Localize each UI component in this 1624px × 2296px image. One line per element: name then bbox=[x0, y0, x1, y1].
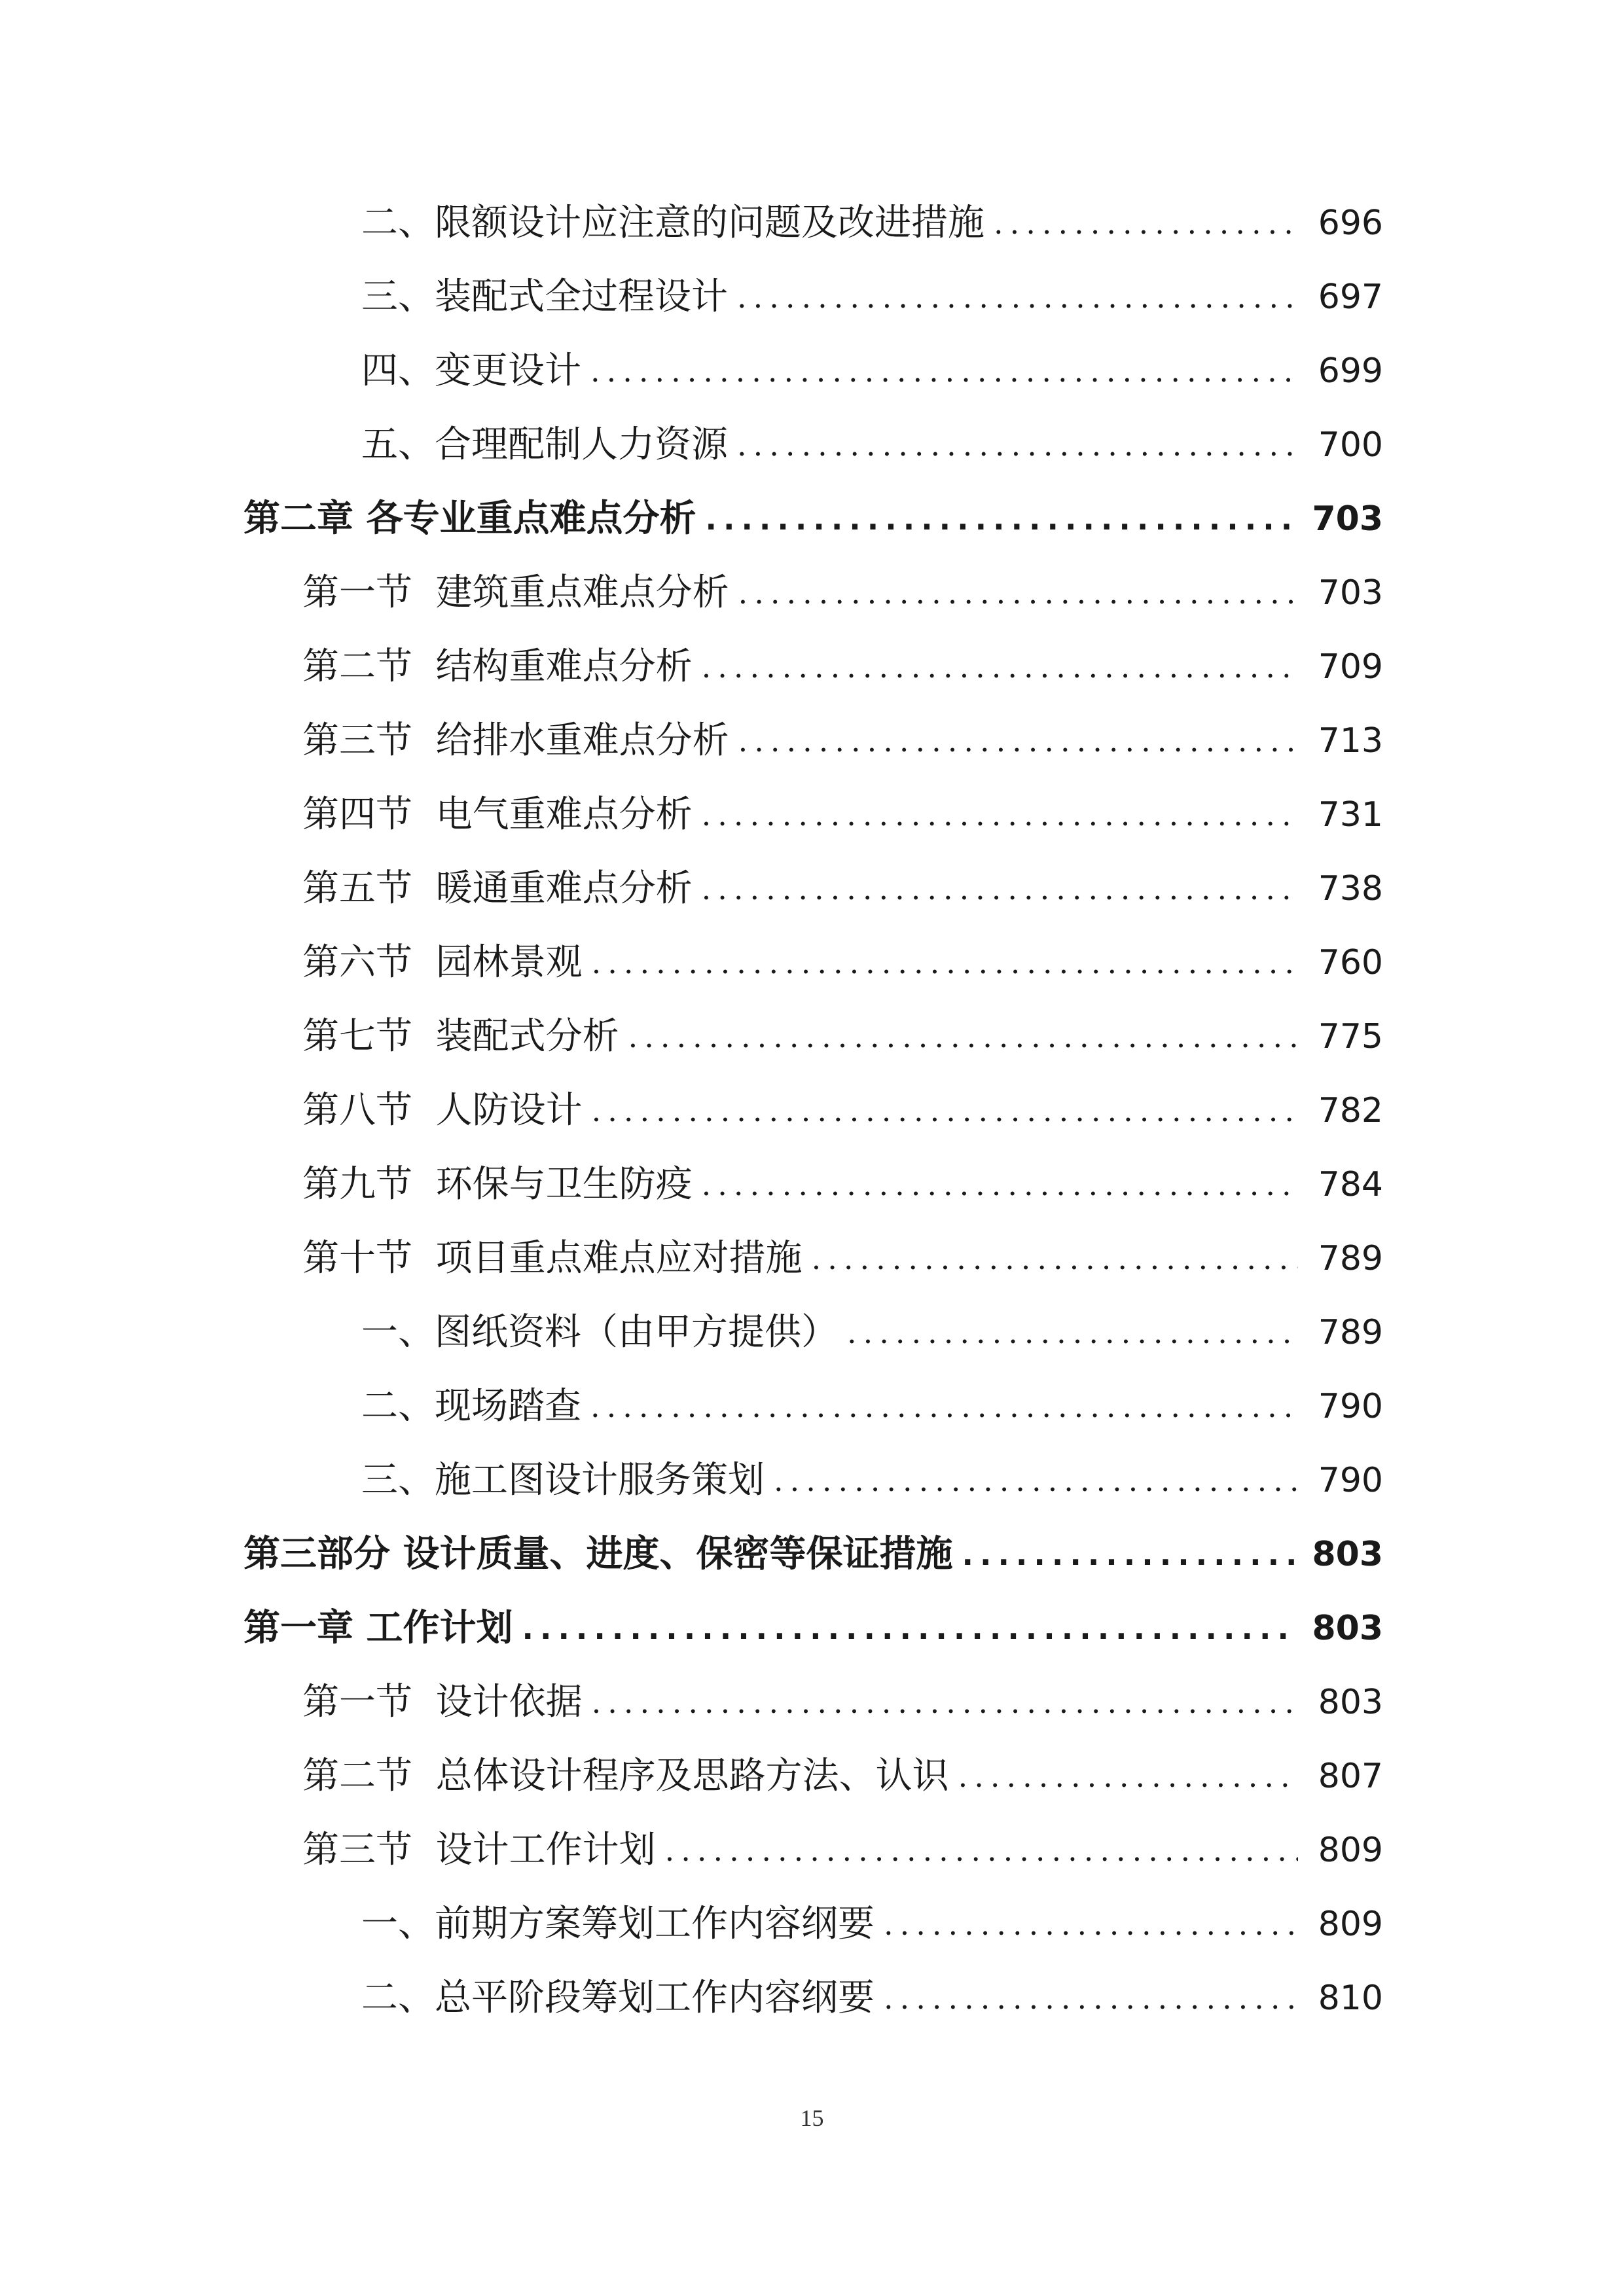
toc-entry-chapter[interactable] bbox=[0, 1591, 1624, 1665]
toc-entry-section[interactable] bbox=[0, 999, 1624, 1073]
toc-entry-label: 第三节 给排水重难点分析 bbox=[302, 719, 729, 762]
dot-leader bbox=[738, 726, 1298, 756]
toc-entry[interactable] bbox=[0, 408, 1624, 482]
toc-entry-section[interactable] bbox=[0, 925, 1624, 999]
dot-leader bbox=[702, 874, 1298, 904]
toc-entry-page: 713 bbox=[1318, 721, 1383, 761]
toc-entry-page: 803 bbox=[1318, 1682, 1383, 1722]
dot-leader bbox=[958, 1761, 1298, 1791]
dot-leader bbox=[962, 1539, 1299, 1570]
toc-entry-label: 第一节 建筑重点难点分析 bbox=[302, 571, 729, 614]
toc-entry[interactable] bbox=[0, 1295, 1624, 1369]
toc-entry-label: 第二章 各专业重点难点分析 bbox=[244, 497, 696, 540]
toc-entry-page: 784 bbox=[1318, 1164, 1383, 1204]
dot-leader bbox=[590, 356, 1298, 386]
toc-entry-section[interactable] bbox=[0, 1073, 1624, 1147]
toc-entry-page: 731 bbox=[1318, 795, 1383, 834]
toc-entry-label: 第三部分 设计质量、进度、保密等保证措施 bbox=[244, 1532, 953, 1575]
toc-entry-label: 第二节 结构重难点分析 bbox=[302, 645, 693, 688]
dot-leader bbox=[628, 1022, 1298, 1052]
dot-leader bbox=[522, 1613, 1299, 1643]
toc-entry-page: 803 bbox=[1312, 1534, 1383, 1574]
toc-entry-page: 782 bbox=[1318, 1090, 1383, 1130]
toc-entry-section[interactable] bbox=[0, 630, 1624, 704]
dot-leader bbox=[702, 800, 1298, 830]
toc-entry-page: 703 bbox=[1318, 573, 1383, 613]
toc-entry-page: 807 bbox=[1318, 1756, 1383, 1796]
toc-entry-page: 790 bbox=[1318, 1460, 1383, 1500]
toc-entry-section[interactable] bbox=[0, 1147, 1624, 1221]
toc-entry-label: 二、总平阶段筹划工作内容纲要 bbox=[361, 1976, 875, 2019]
toc-entry-section[interactable] bbox=[0, 1221, 1624, 1295]
toc-entry-page: 699 bbox=[1318, 351, 1383, 391]
toc-entry-label: 第三节 设计工作计划 bbox=[302, 1828, 656, 1871]
toc-entry-label: 三、施工图设计服务策划 bbox=[361, 1458, 765, 1501]
toc-entry[interactable] bbox=[0, 1369, 1624, 1443]
toc-entry-section[interactable] bbox=[0, 1665, 1624, 1739]
toc-entry-label: 五、合理配制人力资源 bbox=[361, 423, 728, 466]
toc-entry-label: 第五节 暖通重难点分析 bbox=[302, 867, 693, 910]
toc-entry-page: 803 bbox=[1312, 1608, 1383, 1648]
toc-entry-section[interactable] bbox=[0, 778, 1624, 852]
toc-entry-page: 789 bbox=[1318, 1238, 1383, 1278]
toc-entry-page: 810 bbox=[1318, 1978, 1383, 2018]
toc-entry-label: 第四节 电气重难点分析 bbox=[302, 793, 693, 836]
dot-leader bbox=[702, 1170, 1298, 1200]
toc-entry-label: 第二节 总体设计程序及思路方法、认识 bbox=[302, 1754, 949, 1797]
toc-entry-label: 第八节 人防设计 bbox=[302, 1088, 583, 1132]
dot-leader bbox=[665, 1835, 1298, 1865]
toc-entry-page: 775 bbox=[1318, 1016, 1383, 1056]
dot-leader bbox=[737, 282, 1298, 312]
toc-entry-label: 一、前期方案筹划工作内容纲要 bbox=[361, 1902, 875, 1945]
toc-entry-page: 738 bbox=[1318, 869, 1383, 908]
toc-entry-section[interactable] bbox=[0, 1813, 1624, 1887]
toc-entry[interactable] bbox=[0, 1887, 1624, 1961]
toc-entry-chapter[interactable] bbox=[0, 482, 1624, 556]
dot-leader bbox=[592, 948, 1298, 978]
toc-entry-page: 697 bbox=[1318, 277, 1383, 317]
dot-leader bbox=[737, 430, 1298, 460]
toc-entry-label: 二、现场踏查 bbox=[361, 1384, 581, 1427]
dot-leader bbox=[590, 1391, 1298, 1422]
toc-entry-page: 703 bbox=[1312, 499, 1383, 539]
toc-entry-page: 809 bbox=[1318, 1830, 1383, 1870]
dot-leader bbox=[884, 1983, 1298, 2013]
dot-leader bbox=[847, 1318, 1298, 1348]
toc-entry-label: 第一节 设计依据 bbox=[302, 1680, 583, 1723]
toc-entry-page: 696 bbox=[1318, 203, 1383, 243]
toc-entry-label: 三、装配式全过程设计 bbox=[361, 275, 728, 318]
dot-leader bbox=[592, 1687, 1298, 1717]
toc-entry[interactable] bbox=[0, 1443, 1624, 1517]
dot-leader bbox=[812, 1244, 1298, 1274]
toc-entry-section[interactable] bbox=[0, 852, 1624, 925]
toc-entry-label: 第六节 园林景观 bbox=[302, 941, 583, 984]
dot-leader bbox=[994, 208, 1298, 238]
toc-entry-label: 四、变更设计 bbox=[361, 349, 581, 392]
toc-entry-page: 760 bbox=[1318, 942, 1383, 982]
toc-entry-label: 一、图纸资料（由甲方提供） bbox=[361, 1310, 838, 1354]
toc-entry-label: 第十节 项目重点难点应对措施 bbox=[302, 1236, 803, 1280]
toc-entry-page: 790 bbox=[1318, 1386, 1383, 1426]
dot-leader bbox=[702, 652, 1298, 682]
toc-entry-page: 789 bbox=[1318, 1312, 1383, 1352]
toc-entry-page: 700 bbox=[1318, 425, 1383, 465]
toc-entry[interactable] bbox=[0, 186, 1624, 260]
toc-entry-page: 709 bbox=[1318, 647, 1383, 687]
page-number: 15 bbox=[800, 2105, 824, 2131]
toc-entry-section[interactable] bbox=[0, 556, 1624, 630]
toc-entry-label: 第七节 装配式分析 bbox=[302, 1014, 619, 1058]
toc-entry[interactable] bbox=[0, 1961, 1624, 2035]
toc-entry-page: 809 bbox=[1318, 1904, 1383, 1944]
dot-leader bbox=[884, 1909, 1298, 1939]
dot-leader bbox=[774, 1465, 1298, 1496]
toc-entry-label: 二、限额设计应注意的问题及改进措施 bbox=[361, 201, 984, 244]
toc-entry[interactable] bbox=[0, 260, 1624, 334]
toc-entry-section[interactable] bbox=[0, 1739, 1624, 1813]
toc-entry-part[interactable] bbox=[0, 1517, 1624, 1591]
toc-entry-label: 第一章 工作计划 bbox=[244, 1606, 513, 1649]
dot-leader bbox=[592, 1096, 1298, 1126]
dot-leader bbox=[738, 578, 1298, 608]
toc-entry-label: 第九节 环保与卫生防疫 bbox=[302, 1162, 693, 1206]
toc-entry[interactable] bbox=[0, 334, 1624, 408]
dot-leader bbox=[706, 504, 1299, 534]
toc-entry-section[interactable] bbox=[0, 704, 1624, 778]
